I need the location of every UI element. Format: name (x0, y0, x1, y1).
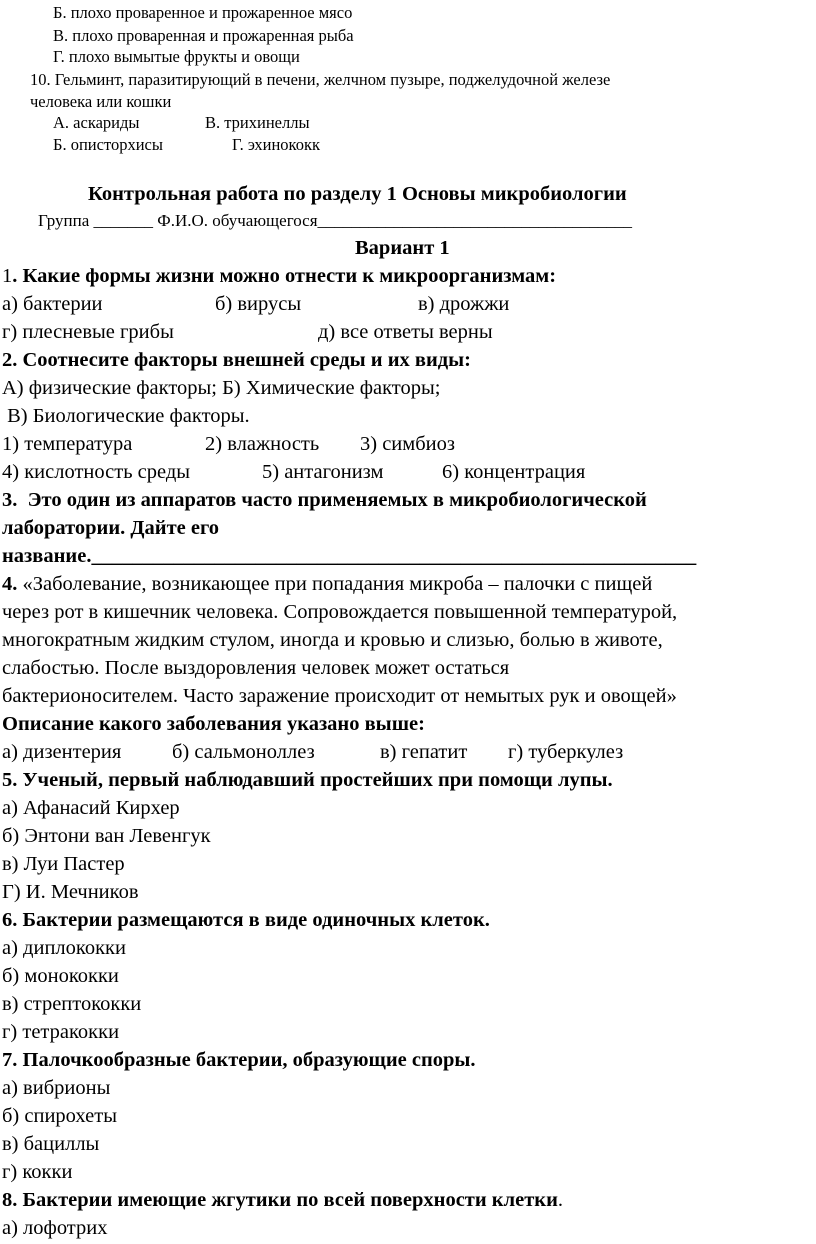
q7-question: 7. Палочкообразные бактерии, образующие споры. (2, 1049, 476, 1071)
q7-option-b: б) спирохеты (2, 1105, 117, 1127)
q2-item-1: 1) температура (2, 433, 133, 455)
q4-question: Описание какого заболевания указано выше: (2, 713, 425, 735)
q4-text-line3: многократным жидким стулом, иногда и кровью и слизью, болью в животе, (2, 629, 663, 651)
group-name-line: Группа _______ Ф.И.О. обучающегося_____________________________________ (38, 211, 633, 230)
q2-item-4: 4) кислотность среды (2, 461, 191, 483)
q4-text-line2: через рот в кишечник человека. Сопровождается повышенной температурой, (2, 601, 678, 623)
q4-option-b: б) сальмоноллез (172, 741, 315, 763)
q5-option-g: Г) И. Мечников (2, 881, 139, 903)
q8-option-a: а) лофотрих (2, 1217, 108, 1239)
q3-answer-line: название.___________________________________________________________ (2, 545, 697, 567)
q3-question-line2: лаборатории. Дайте его (2, 517, 220, 539)
variant-heading: Вариант 1 (355, 237, 450, 259)
q6-question: 6. Бактерии размещаются в виде одиночных клеток. (2, 909, 490, 931)
q1-option-a: а) бактерии (2, 293, 103, 315)
q5-option-b: б) Энтони ван Левенгук (2, 825, 211, 847)
q6-option-b: б) монококки (2, 965, 119, 987)
q7-option-g: г) кокки (2, 1161, 73, 1183)
q4-option-a: а) дизентерия (2, 741, 122, 763)
q2-types-line2: В) Биологические факторы. (2, 405, 250, 427)
q2-item-3: 3) симбиоз (360, 433, 455, 455)
q10-option-v: В. трихинеллы (205, 113, 310, 132)
q1-option-d: д) все ответы верны (318, 321, 493, 343)
q6-option-g: г) тетракокки (2, 1021, 120, 1043)
q4-number: 4. (2, 573, 18, 595)
q2-question: 2. Соотнесите факторы внешней среды и их виды: (2, 349, 471, 371)
q9-option-g: Г. плохо вымытые фрукты и овощи (53, 47, 300, 66)
q8-period: . (557, 1189, 564, 1211)
q10-option-g: Г. эхинококк (232, 135, 320, 154)
q4-text-line5: бактерионосителем. Часто заражение происходит от немытых рук и овощей» (2, 685, 677, 707)
q2-item-2: 2) влажность (205, 433, 320, 455)
q2-item-6: 6) концентрация (442, 461, 586, 483)
q5-question: 5. Ученый, первый наблюдавший простейших при помощи лупы. (2, 769, 613, 791)
q10-option-a: А. аскариды (53, 113, 140, 132)
q2-types-line1: А) физические факторы; Б) Химические факторы; (2, 377, 441, 399)
q2-item-5: 5) антагонизм (262, 461, 384, 483)
q4-text-line4: слабостью. После выздоровления человек может остаться (2, 657, 510, 679)
q1-question (2, 266, 556, 287)
q5-option-v: в) Луи Пастер (2, 853, 125, 875)
q1-option-v: в) дрожжи (418, 293, 510, 315)
q3-question-line1: 3. Это один из аппаратов часто применяемых в микробиологической (2, 489, 647, 511)
q9-option-v: В. плохо проваренная и прожаренная рыба (53, 26, 354, 45)
q1-option-g: г) плесневые грибы (2, 321, 174, 343)
q9-option-b: Б. плохо проваренное и прожаренное мясо (53, 3, 353, 22)
q6-option-v: в) стрептококки (2, 993, 142, 1015)
q4-option-v: в) гепатит (380, 741, 468, 763)
q8-text: 8. Бактерии имеющие жгутики по всей поверхности клетки (2, 1189, 558, 1211)
q4-text-line1 (2, 574, 652, 595)
q6-option-a: а) диплококки (2, 937, 126, 959)
q8-question (2, 1190, 563, 1211)
page-title: Контрольная работа по разделу 1 Основы микробиологии (88, 183, 627, 205)
q4-text-start: «Заболевание, возникающее при попадания микроба – палочки с пищей (17, 573, 653, 595)
q1-text: . Какие формы жизни можно отнести к микроорганизмам: (12, 265, 557, 287)
q10-option-b: Б. описторхисы (53, 135, 163, 154)
q1-number: 1 (2, 265, 13, 287)
q1-option-b: б) вирусы (215, 293, 302, 315)
q10-text-line1: 10. Гельминт, паразитирующий в печени, желчном пузыре, поджелудочной железе (30, 70, 611, 89)
q7-option-v: в) бациллы (2, 1133, 100, 1155)
q4-option-g: г) туберкулез (508, 741, 624, 763)
q10-text-line2: человека или кошки (30, 92, 172, 111)
q7-option-a: а) вибрионы (2, 1077, 111, 1099)
q5-option-a: а) Афанасий Кирхер (2, 797, 180, 819)
